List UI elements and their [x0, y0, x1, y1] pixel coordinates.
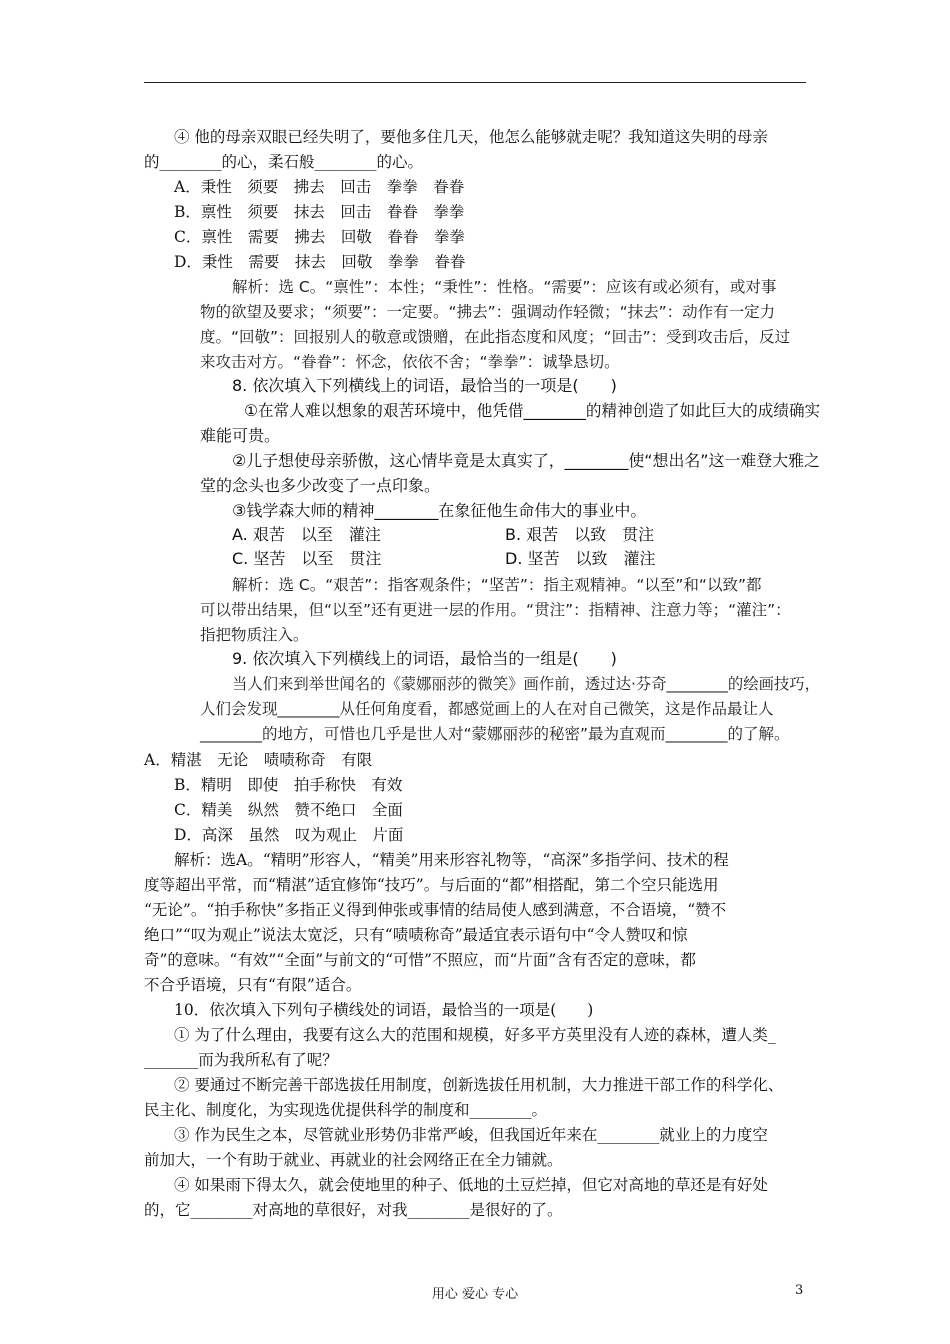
- q8-option-c: C. 坚苦 以至 贯注: [232, 549, 382, 568]
- q9-option-d: D．高深 虽然 叹为观止 片面: [174, 826, 404, 844]
- q9-answer-line1: 解析：选A。“精明”形容人，“精美”用来形容礼物等，“高深”多指学问、技术的程: [174, 851, 729, 869]
- q9-passage-line2: 人们会发现________从任何角度看，都感觉画上的人在对自己微笑，这是作品最让人: [200, 700, 774, 718]
- q7-option-d: D．秉性 需要 抹去 回敬 拳拳 眷眷: [174, 253, 466, 271]
- q8-option-b: B. 艰苦 以致 贯注: [505, 525, 655, 544]
- q8-sentence3: ③钱学森大师的精神________在象征他生命伟大的事业中。: [232, 501, 647, 520]
- q9-answer-line4: 绝口”“叹为观止”说法太宽泛，只有“啧啧称奇”最适宜表示语句中“令人赞叹和惊: [144, 926, 688, 944]
- q10-sentence1-line1: ① 为了什么理由，我要有这么大的范围和规模，好多平方英里没有人迹的森林，遭人类_: [174, 1026, 776, 1044]
- q8-sentence1-line2: 难能可贵。: [200, 426, 281, 445]
- page-footer: 用心 爱心 专心: [431, 1287, 519, 1302]
- q7-option-b: B．禀性 须要 抹去 回击 眷眷 拳拳: [174, 203, 465, 221]
- q8-answer-line1: 解析：选 C。“艰苦”：指客观条件；“坚苦”：指主观精神。“以至”和“以致”都: [232, 576, 762, 594]
- q9-answer-line3: “无论”。“拍手称快”多指正义得到伸张或事情的结局使人感到满意，不合语境，“赞不: [144, 901, 727, 919]
- q10-sentence2-line2: 民主化、制度化，为实现选优提供科学的制度和________。: [144, 1101, 548, 1119]
- q10-sentence2-line1: ② 要通过不断完善干部选拔任用制度，创新选拔任用机制，大力推进干部工作的科学化、: [174, 1076, 784, 1094]
- q9-passage-line1: 当人们来到举世闻名的《蒙娜丽莎的微笑》画作前，透过达·芬奇________的绘画技巧，: [232, 675, 820, 693]
- q8-option-a: A. 艰苦 以至 灌注: [232, 525, 381, 544]
- q8-stem: 8. 依次填入下列横线上的词语，最恰当的一项是( ): [232, 376, 617, 395]
- q7-item4-line1: ④ 他的母亲双眼已经失明了，要他多住几天，他怎么能够就走呢？我知道这失明的母亲: [174, 128, 768, 146]
- q7-answer-line2: 物的欲望及要求；“须要”：一定要。“拂去”：强调动作轻微；“抹去”：动作有一定力: [200, 303, 776, 321]
- header-rule: [144, 82, 806, 83]
- q9-stem: 9. 依次填入下列横线上的词语，最恰当的一组是( ): [232, 649, 617, 668]
- q7-answer-line4: 来攻击对方。“眷眷”：怀念，依依不舍；“拳拳”：诚挚恳切。: [200, 353, 620, 371]
- q8-answer-line3: 指把物质注入。: [200, 626, 309, 644]
- q10-sentence3-line2: 前加大，一个有助于就业、再就业的社会网络正在全力铺就。: [144, 1151, 563, 1169]
- q9-option-c: C．精美 纵然 赞不绝口 全面: [174, 801, 403, 819]
- q7-answer-line1: 解析：选 C。“禀性”：本性；“秉性”：性格。“需要”：应该有或必须有，或对事: [232, 278, 777, 296]
- q9-answer-line6: 不合乎语境，只有“有限”适合。: [144, 976, 362, 994]
- q7-item4-line2: 的________的心，柔石般________的心。: [144, 153, 424, 171]
- q10-stem: 10．依次填入下列句子横线处的词语，最恰当的一项是( ): [174, 1001, 594, 1019]
- q8-option-d: D. 坚苦 以致 灌注: [505, 549, 656, 568]
- q10-sentence1-line2: _______而为我所私有了呢？: [144, 1051, 338, 1069]
- q8-sentence1-line1: ①在常人难以想象的艰苦环境中，他凭借________的精神创造了如此巨大的成绩确实: [244, 401, 821, 420]
- q10-sentence4-line1: ④ 如果雨下得太久，就会使地里的种子、低地的土豆烂掉，但它对高地的草还是有好处: [174, 1176, 768, 1194]
- q8-sentence2-line1: ②儿子想使母亲骄傲，这心情毕竟是太真实了，________使“想出名”这一难登大雅之: [232, 451, 820, 470]
- q8-sentence2-line2: 堂的念头也多少改变了一点印象。: [200, 476, 441, 495]
- q8-answer-line2: 可以带出结果，但“以至”还有更进一层的作用。“贯注”：指精神、注意力等；“灌注”：: [200, 601, 791, 619]
- q9-passage-line3: ________的地方，可惜也几乎是世人对“蒙娜丽莎的秘密”最为直观而________的了解。: [200, 725, 790, 743]
- q7-option-a: A．秉性 须要 拂去 回击 拳拳 眷眷: [174, 178, 465, 196]
- q9-option-b: B．精明 即使 拍手称快 有效: [174, 776, 403, 794]
- q7-answer-line3: 度。“回敬”：回报别人的敬意或馈赠，在此指态度和风度；“回击”：受到攻击后，反过: [200, 328, 791, 346]
- q7-option-c: C．禀性 需要 拂去 回敬 眷眷 拳拳: [174, 228, 465, 246]
- page-number: 3: [795, 1283, 804, 1298]
- q9-answer-line5: 奇”的意味。“有效”“全面”与前文的“可惜”不照应，而“片面”含有否定的意味，都: [144, 951, 696, 969]
- q10-sentence4-line2: 的，它________对高地的草很好，对我________是很好的了。: [144, 1201, 563, 1219]
- q9-answer-line2: 度等超出平常，而“精湛”适宜修饰“技巧”。与后面的“都”相搭配，第二个空只能选用: [144, 876, 719, 894]
- q10-sentence3-line1: ③ 作为民生之本，尽管就业形势仍非常严峻，但我国近年来在________就业上的力度空: [174, 1126, 768, 1144]
- q9-option-a: A．精湛 无论 啧啧称奇 有限: [144, 751, 373, 769]
